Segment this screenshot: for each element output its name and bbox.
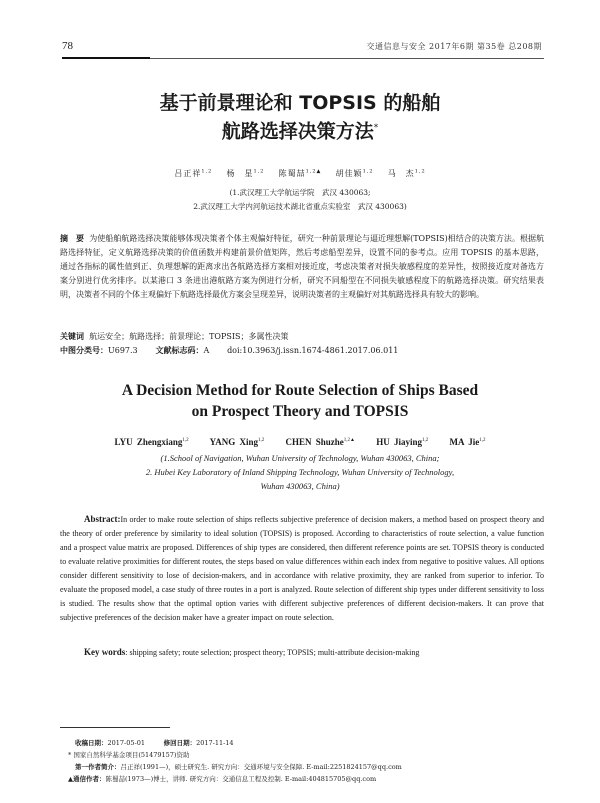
- author-en: [450, 437, 486, 447]
- affiliation-cn-1: (1.武汉理工大学航运学院 武汉 430063;: [229, 188, 371, 197]
- author-cn-name: 胡佳颖: [335, 169, 363, 178]
- authors-en: [0, 437, 600, 447]
- footnote-rule: [60, 727, 170, 728]
- author-cn: [226, 169, 264, 178]
- author-en: [114, 437, 188, 447]
- author-en-name: YANG Xing: [209, 437, 259, 447]
- keywords-cn-label: 关键词: [60, 332, 84, 341]
- author-cn: [174, 169, 212, 178]
- header-rule-accent: [62, 57, 150, 59]
- author-cn-sup: 1,2: [253, 168, 265, 175]
- author-en-sup: 1,2▲: [343, 438, 355, 443]
- author-cn-sup: 1,2: [414, 168, 426, 175]
- keywords-en: [84, 647, 544, 657]
- keywords-cn: [60, 330, 544, 344]
- title-en-line2: on Prospect Theory and TOPSIS: [191, 403, 409, 420]
- author-en-sup: 1,2: [258, 438, 265, 443]
- abstract-cn-label: 摘 要: [60, 234, 85, 243]
- title-cn-fund-mark: *: [373, 123, 379, 133]
- author-en-name: LYU Zhengxiang: [114, 437, 183, 447]
- author-cn-name: 杨 星: [226, 169, 254, 178]
- author-cn: [388, 169, 426, 178]
- author-cn-name: 吕正祥: [174, 169, 202, 178]
- footnote-dates: [75, 738, 234, 749]
- received-label: 收稿日期：: [75, 739, 108, 747]
- author-cn-sup: 1,2: [201, 168, 213, 175]
- doc-code-value: A: [203, 346, 210, 355]
- authors-cn: [0, 168, 600, 179]
- abstract-en: [60, 512, 544, 625]
- received-date: 2017-05-01: [107, 739, 145, 747]
- title-en-line1: A Decision Method for Route Selection of Ships Based: [121, 382, 479, 399]
- title-cn-line2: [0, 118, 600, 142]
- footnote-first-author: [75, 762, 402, 773]
- footnote-fund: * 国家自然科学基金项目(51479157)资助: [68, 751, 190, 759]
- first-author-text: 吕正祥(1991—)，硕士研究生. 研究方向：交通环境与安全保障. E-mail:2251824157@qq.com: [120, 763, 402, 771]
- author-cn-name: 陈蜀喆: [278, 169, 306, 178]
- keywords-cn-text: 航运安全；航路选择；前景理论；TOPSIS；多属性决策: [89, 332, 289, 341]
- author-en-name: CHEN Shuzhe: [285, 437, 344, 447]
- author-cn: [336, 169, 374, 178]
- doc-code-label: 文献标志码：: [155, 346, 204, 355]
- first-author-label: 第一作者简介：: [75, 763, 121, 771]
- keywords-en-label: Key words: [84, 647, 126, 657]
- revised-label: 修回日期：: [163, 739, 197, 747]
- affiliation-cn-2: 2.武汉理工大学内河航运技术湖北省重点实验室 武汉 430063): [193, 202, 407, 211]
- author-cn: [279, 169, 322, 178]
- abstract-cn-text: 为使船舶航路选择决策能够体现决策者个体主观偏好特征，研究一种前景理论与逼近理想解(TOPSIS)相结合的决策方法。根据航路选择特征，定义航路选择决策的价值函数并构建前景价值矩阵，然后考虑船型差异，设置不同的参考点。应用 TOPSIS 的基本思路，通过各指标的属性值到正、负理想解的距离求出各航路选择方案相对接近度，考虑决策者对损失敏感程度的差异性，按照接近度对备选方案分别进行优劣排序。以某港口 3 条进出港航路方案为例进行分析，研究不同船型在不同损失敏感程度下的航路选择决策。研究结果表明，决策者不同的个体主观偏好下航路选择最优方案会呈现差异，说明决策者的主观偏好对其航路选择具有较大的影响。: [60, 234, 545, 299]
- keywords-en-text: : shipping safety; route selection; prospect theory; TOPSIS; multi-attribute decision-making: [125, 648, 420, 657]
- author-cn-sup: 1,2: [362, 168, 374, 175]
- author-en-name: MA Jie: [449, 437, 480, 447]
- affiliation-en-1: (1.School of Navigation, Wuhan University of Technology, Wuhan 430063, China;: [160, 453, 440, 463]
- author-en: [210, 437, 265, 447]
- author-en-name: HU Jiaying: [376, 437, 423, 447]
- author-en-sup: 1,2: [182, 438, 189, 443]
- abstract-en-text: In order to make route selection of ships reflects subjective preference of decision makers, a method based on prospect theory and the theory of order preference by similarity to ideal solution (TOPSIS) is proposed. According to characteristics of route selection, a value function and a prospect value matrix are proposed. Differences of ship types are considered, then different reference points are set. TOPSIS theory is conducted to evaluate relative proximities for different routes, the steps based on value differences within each index from negative to positive values. All options consider different sensitivity to lose of decision-makers, and in accordance with relative proximity, they are ranked from superior to inferior. To evaluate the proposed model, a case study of three routes in a port is analyzed. Route selection of different ship types under different sensitivity to loss is studied. The results show that the optimal option varies with different subjective preferences of different decision-makers. It can prove that subjective preferences of the decision maker have a greater impact on route selection.: [60, 515, 544, 622]
- author-en-sup: 1,2: [422, 438, 429, 443]
- doi[interactable]: doi:10.3963/j.issn.1674-4861.2017.06.011: [227, 346, 399, 355]
- affiliation-en-3: Wuhan 430063, China): [260, 481, 340, 491]
- affiliation-en-2: 2. Hubei Key Laboratory of Inland Shipping Technology, Wuhan University of Technology,: [145, 467, 455, 477]
- clc-value: U697.3: [108, 346, 138, 355]
- author-en: [376, 437, 428, 447]
- page-number: 78: [62, 40, 73, 52]
- title-cn-line2-text: 航路选择决策方法: [221, 120, 374, 143]
- corresponding-text: 陈蜀喆(1973—)博士，讲师. 研究方向：交通信息工程及控制. E-mail:404815705@qq.com: [105, 775, 377, 783]
- author-en-sup: 1,2: [479, 438, 486, 443]
- author-cn-name: 马 杰: [387, 169, 415, 178]
- author-cn-sup: 1,2▲: [305, 168, 322, 175]
- title-cn-line1: 基于前景理论和 TOPSIS 的船舶: [159, 92, 441, 114]
- revised-date: 2017-11-14: [196, 739, 234, 747]
- author-en: [286, 437, 355, 447]
- journal-info: 交通信息与安全 2017年6期 第35卷 总208期: [366, 42, 542, 51]
- abstract-en-label: Abstract:: [84, 514, 121, 524]
- clc-label: 中图分类号：: [60, 346, 108, 355]
- footnote-corresponding-author: [68, 774, 376, 785]
- corresponding-label: ▲通信作者：: [68, 775, 106, 783]
- classification-cn: [60, 344, 544, 358]
- abstract-cn: [60, 232, 544, 302]
